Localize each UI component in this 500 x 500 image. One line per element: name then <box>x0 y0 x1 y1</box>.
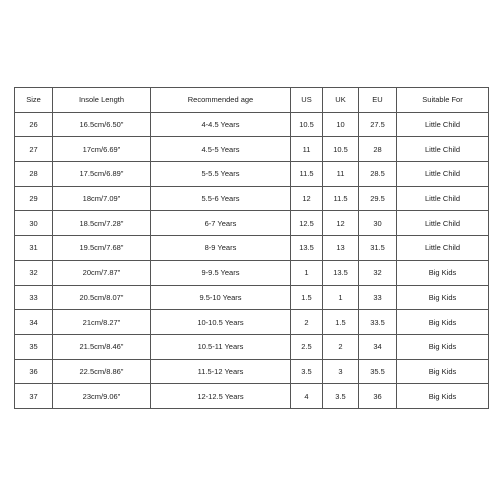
cell-insole-length: 21cm/8.27" <box>53 310 151 335</box>
cell-size: 26 <box>15 112 53 137</box>
cell-insole-length: 20.5cm/8.07" <box>53 285 151 310</box>
table-row <box>15 211 489 236</box>
table-row <box>15 186 489 211</box>
table-body <box>15 112 489 408</box>
cell-insole-length: 20cm/7.87" <box>53 260 151 285</box>
cell-insole-length: 22.5cm/8.86" <box>53 359 151 384</box>
cell-us: 11.5 <box>291 162 323 187</box>
cell-eu: 35.5 <box>359 359 397 384</box>
header-size: Size <box>15 88 53 113</box>
cell-size: 31 <box>15 236 53 261</box>
cell-insole-length: 23cm/9.06" <box>53 384 151 409</box>
cell-recommended-age: 12-12.5 Years <box>151 384 291 409</box>
cell-suitable-for: Big Kids <box>397 310 489 335</box>
cell-us: 12.5 <box>291 211 323 236</box>
cell-eu: 29.5 <box>359 186 397 211</box>
cell-suitable-for: Big Kids <box>397 384 489 409</box>
cell-size: 35 <box>15 334 53 359</box>
cell-us: 4 <box>291 384 323 409</box>
cell-size: 28 <box>15 162 53 187</box>
cell-suitable-for: Big Kids <box>397 260 489 285</box>
cell-uk: 3 <box>323 359 359 384</box>
header-eu: EU <box>359 88 397 113</box>
cell-insole-length: 17cm/6.69" <box>53 137 151 162</box>
cell-us: 1.5 <box>291 285 323 310</box>
cell-eu: 36 <box>359 384 397 409</box>
cell-eu: 32 <box>359 260 397 285</box>
cell-uk: 13 <box>323 236 359 261</box>
cell-suitable-for: Little Child <box>397 236 489 261</box>
header-uk: UK <box>323 88 359 113</box>
cell-suitable-for: Little Child <box>397 137 489 162</box>
cell-uk: 13.5 <box>323 260 359 285</box>
cell-size: 29 <box>15 186 53 211</box>
cell-uk: 2 <box>323 334 359 359</box>
cell-suitable-for: Big Kids <box>397 334 489 359</box>
cell-size: 36 <box>15 359 53 384</box>
header-us: US <box>291 88 323 113</box>
cell-insole-length: 19.5cm/7.68" <box>53 236 151 261</box>
cell-insole-length: 17.5cm/6.89" <box>53 162 151 187</box>
cell-us: 1 <box>291 260 323 285</box>
cell-uk: 10 <box>323 112 359 137</box>
cell-recommended-age: 6-7 Years <box>151 211 291 236</box>
cell-suitable-for: Little Child <box>397 112 489 137</box>
cell-eu: 31.5 <box>359 236 397 261</box>
cell-eu: 33 <box>359 285 397 310</box>
cell-uk: 1 <box>323 285 359 310</box>
cell-suitable-for: Big Kids <box>397 359 489 384</box>
cell-recommended-age: 5.5-6 Years <box>151 186 291 211</box>
cell-recommended-age: 4.5-5 Years <box>151 137 291 162</box>
cell-eu: 27.5 <box>359 112 397 137</box>
cell-uk: 11 <box>323 162 359 187</box>
table-row <box>15 137 489 162</box>
cell-suitable-for: Big Kids <box>397 285 489 310</box>
cell-size: 37 <box>15 384 53 409</box>
cell-uk: 3.5 <box>323 384 359 409</box>
cell-recommended-age: 8-9 Years <box>151 236 291 261</box>
cell-size: 33 <box>15 285 53 310</box>
table-row <box>15 359 489 384</box>
cell-eu: 30 <box>359 211 397 236</box>
header-insole-length: Insole Length <box>53 88 151 113</box>
cell-uk: 10.5 <box>323 137 359 162</box>
cell-recommended-age: 9.5-10 Years <box>151 285 291 310</box>
cell-size: 32 <box>15 260 53 285</box>
cell-us: 12 <box>291 186 323 211</box>
cell-uk: 11.5 <box>323 186 359 211</box>
table-row <box>15 334 489 359</box>
cell-recommended-age: 11.5-12 Years <box>151 359 291 384</box>
cell-suitable-for: Little Child <box>397 211 489 236</box>
cell-eu: 33.5 <box>359 310 397 335</box>
table-row <box>15 260 489 285</box>
cell-us: 10.5 <box>291 112 323 137</box>
cell-recommended-age: 4-4.5 Years <box>151 112 291 137</box>
table-row <box>15 310 489 335</box>
cell-recommended-age: 10-10.5 Years <box>151 310 291 335</box>
cell-recommended-age: 5-5.5 Years <box>151 162 291 187</box>
table-row <box>15 285 489 310</box>
cell-recommended-age: 10.5-11 Years <box>151 334 291 359</box>
cell-suitable-for: Little Child <box>397 186 489 211</box>
table-header-row <box>15 88 489 113</box>
cell-eu: 28.5 <box>359 162 397 187</box>
size-chart-table <box>14 87 489 409</box>
cell-eu: 28 <box>359 137 397 162</box>
cell-insole-length: 18cm/7.09" <box>53 186 151 211</box>
cell-size: 30 <box>15 211 53 236</box>
cell-us: 3.5 <box>291 359 323 384</box>
table-row <box>15 384 489 409</box>
cell-size: 34 <box>15 310 53 335</box>
cell-insole-length: 21.5cm/8.46" <box>53 334 151 359</box>
cell-suitable-for: Little Child <box>397 162 489 187</box>
table-row <box>15 236 489 261</box>
cell-us: 11 <box>291 137 323 162</box>
cell-insole-length: 16.5cm/6.50" <box>53 112 151 137</box>
cell-insole-length: 18.5cm/7.28" <box>53 211 151 236</box>
header-recommended-age: Recommended age <box>151 88 291 113</box>
cell-us: 2 <box>291 310 323 335</box>
cell-us: 13.5 <box>291 236 323 261</box>
cell-recommended-age: 9-9.5 Years <box>151 260 291 285</box>
cell-eu: 34 <box>359 334 397 359</box>
cell-uk: 1.5 <box>323 310 359 335</box>
header-suitable-for: Suitable For <box>397 88 489 113</box>
cell-uk: 12 <box>323 211 359 236</box>
cell-us: 2.5 <box>291 334 323 359</box>
table-row <box>15 112 489 137</box>
table-row <box>15 162 489 187</box>
cell-size: 27 <box>15 137 53 162</box>
